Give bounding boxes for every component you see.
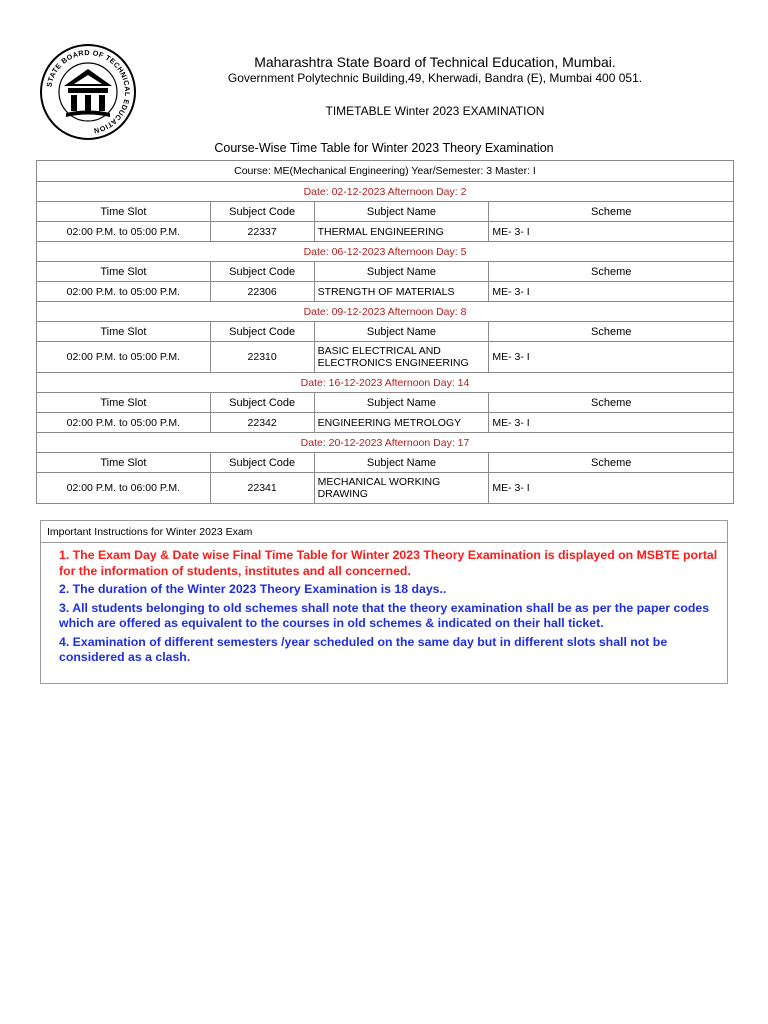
- scheme-cell: ME- 3- I: [489, 342, 734, 373]
- time-slot-cell: 02:00 P.M. to 05:00 P.M.: [37, 342, 211, 373]
- exam-date: Date: 20-12-2023 Afternoon Day: 17: [37, 433, 734, 453]
- instruction-item: [59, 601, 723, 632]
- course-info: Course: ME(Mechanical Engineering) Year/Semester: 3 Master: I: [37, 161, 734, 182]
- time-slot-cell: 02:00 P.M. to 05:00 P.M.: [37, 282, 211, 302]
- time-slot-cell: 02:00 P.M. to 05:00 P.M.: [37, 222, 211, 242]
- instruction-text: 3. All students belonging to old schemes shall note that the theory examination shall be as per the paper codes which are offered as equivalent to the courses in old schemes & indicated on their hall ticket.: [59, 600, 710, 630]
- exam-timetable: [36, 160, 734, 504]
- subject-code-cell: 22310: [210, 342, 314, 373]
- subject-name-cell: MECHANICAL WORKING DRAWING: [314, 473, 489, 504]
- subject-code-cell: 22342: [210, 413, 314, 433]
- course-info-row: [37, 161, 734, 182]
- instruction-text: 4. Examination of different semesters /year scheduled on the same day but in different slots shall not be considered as a clash.: [59, 634, 668, 664]
- table-row: [37, 222, 734, 242]
- instruction-text: 2. The duration of the Winter 2023 Theory Examination is 18 days..: [59, 582, 447, 596]
- instructions-list: [59, 548, 723, 669]
- subject-name-cell: ENGINEERING METROLOGY: [314, 413, 489, 433]
- column-header-row: [37, 262, 734, 282]
- exam-date-row: [37, 433, 734, 453]
- table-row: [37, 342, 734, 373]
- time-slot-cell: 02:00 P.M. to 05:00 P.M.: [37, 413, 211, 433]
- org-address: Government Polytechnic Building,49, Kherwadi, Bandra (E), Mumbai 400 051.: [227, 71, 643, 85]
- scheme-cell: ME- 3- I: [489, 282, 734, 302]
- header-time-slot: Time Slot: [37, 393, 211, 413]
- page-title: Course-Wise Time Table for Winter 2023 Theory Examination: [214, 141, 554, 155]
- instruction-item: [59, 582, 723, 598]
- subject-code-cell: 22341: [210, 473, 314, 504]
- header-subject-code: Subject Code: [210, 262, 314, 282]
- table-row: [37, 282, 734, 302]
- document-header: [0, 40, 768, 140]
- header-subject-name: Subject Name: [314, 202, 489, 222]
- header-subject-code: Subject Code: [210, 202, 314, 222]
- exam-date: Date: 09-12-2023 Afternoon Day: 8: [37, 302, 734, 322]
- column-header-row: [37, 322, 734, 342]
- subject-name-cell: STRENGTH OF MATERIALS: [314, 282, 489, 302]
- exam-date: Date: 06-12-2023 Afternoon Day: 5: [37, 242, 734, 262]
- scheme-cell: ME- 3- I: [489, 222, 734, 242]
- exam-date: Date: 16-12-2023 Afternoon Day: 14: [37, 373, 734, 393]
- header-scheme: Scheme: [489, 202, 734, 222]
- table-row: [37, 473, 734, 504]
- header-subject-name: Subject Name: [314, 322, 489, 342]
- header-time-slot: Time Slot: [37, 453, 211, 473]
- logo-ring-text: STATE BOARD OF TECHNICAL EDUCATION: [44, 47, 133, 136]
- header-subject-name: Subject Name: [314, 453, 489, 473]
- exam-date-row: [37, 373, 734, 393]
- instructions-heading: Important Instructions for Winter 2023 Exam: [41, 521, 727, 543]
- exam-date-row: [37, 302, 734, 322]
- column-header-row: [37, 202, 734, 222]
- exam-date-row: [37, 182, 734, 202]
- column-header-row: [37, 393, 734, 413]
- scheme-cell: ME- 3- I: [489, 413, 734, 433]
- subject-code-cell: 22337: [210, 222, 314, 242]
- header-scheme: Scheme: [489, 262, 734, 282]
- header-time-slot: Time Slot: [37, 262, 211, 282]
- header-time-slot: Time Slot: [37, 202, 211, 222]
- instruction-text: 1. The Exam Day & Date wise Final Time Table for Winter 2023 Theory Examination is displayed on MSBTE portal for the information of students, institutes and all concerned.: [59, 548, 718, 578]
- header-scheme: Scheme: [489, 393, 734, 413]
- subject-code-cell: 22306: [210, 282, 314, 302]
- header-subject-code: Subject Code: [210, 393, 314, 413]
- instructions-box: [40, 520, 728, 684]
- header-subject-name: Subject Name: [314, 393, 489, 413]
- header-time-slot: Time Slot: [37, 322, 211, 342]
- table-row: [37, 413, 734, 433]
- exam-date: Date: 02-12-2023 Afternoon Day: 2: [37, 182, 734, 202]
- header-subject-name: Subject Name: [314, 262, 489, 282]
- exam-date-row: [37, 242, 734, 262]
- subject-name-cell: THERMAL ENGINEERING: [314, 222, 489, 242]
- column-header-row: [37, 453, 734, 473]
- instruction-item: [59, 635, 723, 666]
- timetable-title: TIMETABLE Winter 2023 EXAMINATION: [325, 104, 545, 118]
- time-slot-cell: 02:00 P.M. to 06:00 P.M.: [37, 473, 211, 504]
- subject-name-cell: BASIC ELECTRICAL AND ELECTRONICS ENGINEERING: [314, 342, 489, 373]
- header-subject-code: Subject Code: [210, 453, 314, 473]
- header-scheme: Scheme: [489, 322, 734, 342]
- scheme-cell: ME- 3- I: [489, 473, 734, 504]
- header-scheme: Scheme: [489, 453, 734, 473]
- instruction-item: [59, 548, 723, 579]
- header-subject-code: Subject Code: [210, 322, 314, 342]
- org-name: Maharashtra State Board of Technical Education, Mumbai.: [254, 54, 616, 70]
